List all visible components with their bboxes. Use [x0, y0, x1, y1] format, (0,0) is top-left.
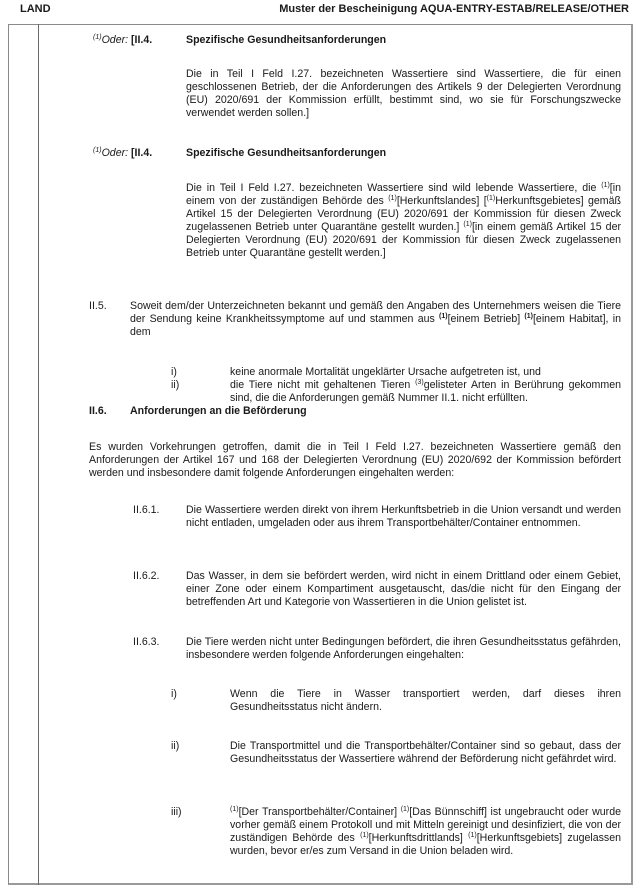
text-run: [Der Transportbehälter/Container] — [238, 806, 401, 818]
footnote-ref: (3) — [415, 379, 424, 386]
footnote-ref: (1) — [468, 832, 477, 839]
ii5-item-i-label: i) — [171, 366, 177, 378]
section-number: [II.4. — [131, 147, 153, 159]
ii6-item-ii-label: ii) — [171, 740, 180, 752]
text-run: [einem Habitat], in dem — [130, 313, 621, 338]
ii5-number: II.5. — [89, 300, 107, 312]
text-run: [Herkunftsgebiets] zugelassen wurden, bevor er/es zum Versand in die Union beladen wird. — [230, 832, 621, 857]
text-run: [Das Bünnschiff] ist ungebraucht oder wurde vorher gemäß einem Protokoll und mit Mitteln gereinigt und desinfiziert, die von der zuständigen Behörde des — [230, 806, 621, 844]
text-run: [Herkunftslandes] [ — [396, 195, 487, 207]
footnote-ref: (1) — [524, 313, 533, 320]
oder-text: Oder: — [101, 34, 129, 46]
footnote-ref: (1) — [486, 195, 496, 202]
alt2-heading: Spezifische Gesundheitsanforderungen — [186, 147, 387, 159]
ii6-item-i-text: Wenn die Tiere in Wasser transportiert werden, darf dieses ihren Gesundheitsstatus nicht ändern. — [230, 688, 621, 713]
ii6-1-number: II.6.1. — [133, 504, 160, 516]
text-run: [in einem von der zuständigen Behörde des — [186, 182, 621, 207]
alt1-body: Die in Teil I Feld I.27. bezeichneten Wassertiere sind Wassertiere, die für einen geschlossenen Betrieb, der die Anforderungen des Artikels 9 der Delegierten Verordnung (EU) 2020/691 der Kommission erfüllt, bestimmt sind, wo sie für Forschungszwecke verwendet werden sollen.] — [186, 68, 621, 119]
ii5-item-i-text: keine anormale Mortalität ungeklärter Ursache aufgetreten ist, und — [230, 366, 541, 378]
oder-text: Oder: — [101, 147, 129, 159]
footnote-ref: (1) — [400, 806, 410, 813]
footnote-ref: (1) — [230, 806, 239, 813]
text-run: Herkunftsgebietes] gemäß Artikel 15 der Delegierten Verordnung (EU) 2020/691 der Kommission für diesen Zweck zugelassenen Betrieb unter Quarantäne gestellt wurden.] — [186, 195, 621, 233]
ii6-2-text: Das Wasser, in dem sie befördert werden, wird nicht in einem Drittland oder einem Gebiet, einer Zone oder einem Kompartiment ausgetauscht, das/die nicht für den Eingang der betreffenden Art und Kategorie von Wassertieren in die Union gelistet ist. — [186, 570, 621, 608]
footnote-ref: (1) — [601, 182, 610, 189]
text-run: [Herkunftsdrittlands] — [368, 832, 469, 844]
left-column-divider — [38, 24, 39, 885]
ii6-item-ii-text: Die Transportmittel und die Transportbehälter/Container sind so gebaut, dass der Gesundheitsstatus der Wassertiere während der Beförderung nicht gefährdet wird. — [230, 740, 621, 765]
ii6-item-iii-text — [230, 806, 621, 858]
alt2-body — [186, 182, 621, 260]
ii5-body — [130, 300, 621, 339]
ii6-1-text: Die Wassertiere werden direkt von ihrem Herkunftsbetrieb in die Union versandt und werden nicht entladen, umgeladen oder aus ihrem Transportbehälter/Container entnommen. — [186, 504, 621, 529]
footnote-ref: (1) — [463, 221, 472, 228]
footnote-ref: (1) — [360, 832, 369, 839]
alt1-label — [93, 34, 152, 47]
ii6-3-text: Die Tiere werden nicht unter Bedingungen befördert, die ihren Gesundheitsstatus gefährden, insbesondere werden folgende Anforderungen eingehalten: — [186, 636, 621, 661]
text-run: die Tiere nicht mit gehaltenen Tieren — [230, 379, 416, 391]
text-run: [in einem gemäß Artikel 15 der Delegierten Verordnung (EU) 2020/691 der Kommission für diesen Zweck zugelassenen Betrieb unter Quarantäne gestellt werden.] — [186, 221, 621, 259]
footnote-ref: (1) — [93, 34, 102, 41]
ii6-number: II.6. — [89, 405, 107, 417]
ii5-item-ii-label: ii) — [171, 379, 180, 391]
ii6-heading: Anforderungen an die Beförderung — [130, 405, 307, 417]
alt2-label — [93, 147, 152, 160]
text-run: Soweit dem/der Unterzeichneten bekannt und gemäß den Angaben des Unternehmers weisen die Tiere der Sendung keine Krankheitssymptome auf und stammen aus — [130, 300, 621, 325]
ii6-2-number: II.6.2. — [133, 570, 160, 582]
footnote-ref: (1) — [439, 313, 448, 320]
certificate-title: Muster der Bescheinigung AQUA-ENTRY-ESTAB/RELEASE/OTHER — [279, 3, 629, 15]
section-number: [II.4. — [131, 34, 153, 46]
footnote-ref: (1) — [388, 195, 397, 202]
ii5-item-ii-text — [230, 379, 621, 405]
footnote-ref: (1) — [93, 147, 102, 154]
alt1-heading: Spezifische Gesundheitsanforderungen — [186, 34, 387, 46]
ii6-item-iii-label: iii) — [171, 806, 182, 818]
text-run: Die in Teil I Feld I.27. bezeichneten Wassertiere sind wild lebende Wassertiere, die — [186, 182, 602, 194]
ii6-item-i-label: i) — [171, 688, 177, 700]
country-label: LAND — [20, 3, 51, 15]
text-run: gelisteter Arten in Berührung gekommen sind, die die Anforderungen gemäß Nummer II.1. nicht erfüllten. — [230, 379, 621, 404]
ii6-intro: Es wurden Vorkehrungen getroffen, damit die in Teil I Feld I.27. bezeichneten Wassertiere gemäß den Anforderungen der Artikel 167 und 168 der Delegierten Verordnung (EU) 2020/692 der Kommission befördert werden und insbesondere damit folgende Anforderungen eingehalten werden: — [89, 441, 621, 479]
text-run: [einem Betrieb] — [447, 313, 525, 325]
ii6-3-number: II.6.3. — [133, 636, 160, 648]
